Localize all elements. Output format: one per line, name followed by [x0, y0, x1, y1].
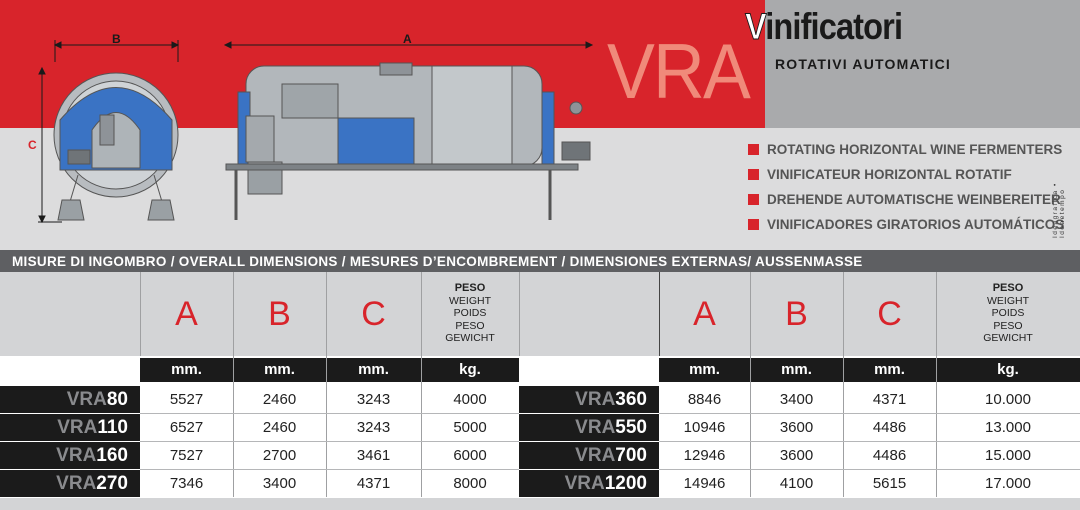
- product-title: [745, 6, 902, 48]
- col-header-weight: PESO WEIGHT POIDS PESO GEWICHT: [421, 272, 519, 356]
- feature-item: VINIFICATEUR HORIZONTAL ROTATIF: [748, 167, 1012, 182]
- model-name: VRA80: [0, 386, 140, 413]
- grid-line: [659, 469, 1080, 470]
- dimension-a-label: A: [403, 32, 412, 46]
- header-blank: [519, 272, 659, 356]
- value-c: 4486: [843, 442, 936, 469]
- dimension-b-label: B: [112, 32, 121, 46]
- value-b: 2460: [233, 386, 326, 413]
- col-header-a: A: [140, 272, 233, 356]
- value-a: 6527: [140, 414, 233, 441]
- unit-blank: [0, 358, 140, 382]
- value-c: 4486: [843, 414, 936, 441]
- value-b: 3600: [750, 442, 843, 469]
- grid-line: [659, 441, 1080, 442]
- value-weight: 13.000: [936, 414, 1080, 441]
- model-name: VRA270: [0, 470, 140, 497]
- value-a: 10946: [659, 414, 750, 441]
- section-title: MISURE DI INGOMBRO / OVERALL DIMENSIONS / MESURES D’ENCOMBREMENT / DIMENSIONES EXTERNAS/ AUSSENMASSE: [12, 254, 863, 269]
- model-name: VRA550: [519, 414, 659, 441]
- machine-drawing: [0, 0, 600, 250]
- grid-line: [140, 469, 519, 470]
- value-weight: 6000: [421, 442, 519, 469]
- red-square-icon: [748, 219, 759, 230]
- unit-c: mm.: [843, 358, 936, 382]
- grid-line: [233, 272, 234, 497]
- grid-line: [326, 272, 327, 497]
- section-header: [0, 250, 1080, 272]
- value-weight: 4000: [421, 386, 519, 413]
- model-name: VRA1200: [519, 470, 659, 497]
- header-blank: [0, 272, 140, 356]
- value-c: 3243: [326, 414, 421, 441]
- value-b: 3400: [750, 386, 843, 413]
- value-b: 4100: [750, 470, 843, 497]
- unit-c: mm.: [326, 358, 421, 382]
- red-square-icon: [748, 194, 759, 205]
- col-header-a: A: [659, 272, 750, 356]
- value-weight: 10.000: [936, 386, 1080, 413]
- value-c: 4371: [843, 386, 936, 413]
- value-a: 7527: [140, 442, 233, 469]
- value-a: 8846: [659, 386, 750, 413]
- col-header-c: C: [843, 272, 936, 356]
- red-square-icon: [748, 144, 759, 155]
- dimension-c-label: C: [28, 138, 37, 152]
- unit-blank: [519, 358, 659, 382]
- value-a: 7346: [140, 470, 233, 497]
- value-b: 2700: [233, 442, 326, 469]
- value-b: 3400: [233, 470, 326, 497]
- unit-b: mm.: [233, 358, 326, 382]
- grid-line: [750, 272, 751, 497]
- unit-b: mm.: [750, 358, 843, 382]
- designer-credit: Ideagrafica • Ideaetempo: [1052, 182, 1066, 238]
- grid-line: [659, 413, 1080, 414]
- top-banner: [0, 0, 1080, 250]
- value-a: 5527: [140, 386, 233, 413]
- unit-weight: kg.: [421, 358, 519, 382]
- grid-line: [936, 272, 937, 497]
- value-a: 12946: [659, 442, 750, 469]
- value-c: 4371: [326, 470, 421, 497]
- side-view: [226, 63, 590, 220]
- model-name: VRA360: [519, 386, 659, 413]
- vra-logo: VRA: [607, 27, 750, 115]
- model-name: VRA110: [0, 414, 140, 441]
- value-weight: 15.000: [936, 442, 1080, 469]
- value-c: 3243: [326, 386, 421, 413]
- table-footer-band: [0, 498, 1080, 510]
- unit-weight: kg.: [936, 358, 1080, 382]
- title-rest: inificatori: [765, 6, 903, 47]
- value-b: 2460: [233, 414, 326, 441]
- value-c: 3461: [326, 442, 421, 469]
- title-first-letter: V: [745, 6, 766, 47]
- col-header-b: B: [233, 272, 326, 356]
- dimensions-table: [0, 272, 1080, 510]
- feature-item: ROTATING HORIZONTAL WINE FERMENTERS: [748, 142, 1062, 157]
- end-view: [54, 73, 178, 220]
- value-weight: 17.000: [936, 470, 1080, 497]
- value-weight: 5000: [421, 414, 519, 441]
- feature-item: VINIFICADORES GIRATORIOS AUTOMÁTICOS: [748, 217, 1064, 232]
- grid-line: [140, 272, 141, 356]
- grid-line: [421, 272, 422, 497]
- product-subtitle: ROTATIVI AUTOMATICI: [775, 56, 952, 72]
- value-c: 5615: [843, 470, 936, 497]
- grid-line: [519, 272, 520, 356]
- value-b: 3600: [750, 414, 843, 441]
- value-weight: 8000: [421, 470, 519, 497]
- model-name: VRA160: [0, 442, 140, 469]
- model-name: VRA700: [519, 442, 659, 469]
- grid-line: [659, 272, 660, 356]
- unit-a: mm.: [140, 358, 233, 382]
- col-header-c: C: [326, 272, 421, 356]
- red-square-icon: [748, 169, 759, 180]
- grid-line: [843, 272, 844, 497]
- value-a: 14946: [659, 470, 750, 497]
- unit-a: mm.: [659, 358, 750, 382]
- grid-line: [140, 413, 519, 414]
- col-header-weight: PESO WEIGHT POIDS PESO GEWICHT: [936, 272, 1080, 356]
- col-header-b: B: [750, 272, 843, 356]
- feature-item: DREHENDE AUTOMATISCHE WEINBEREITER: [748, 192, 1061, 207]
- grid-line: [140, 441, 519, 442]
